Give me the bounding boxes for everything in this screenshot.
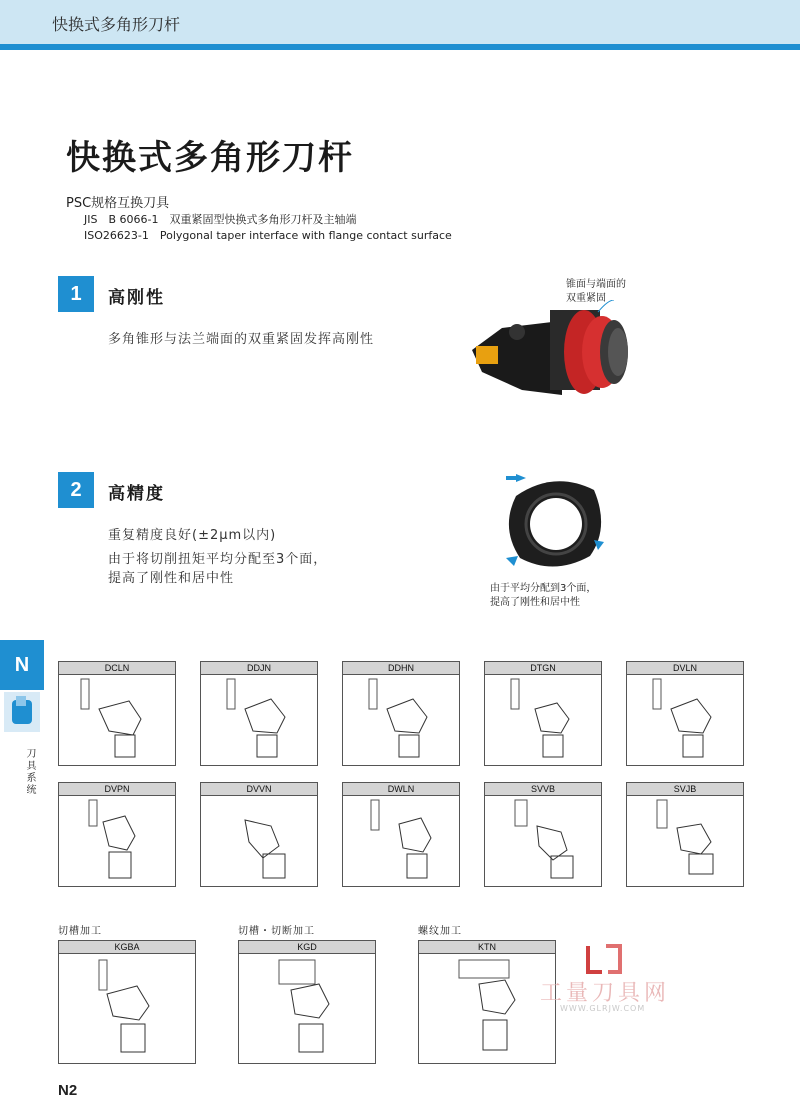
group-label-grooving-cutoff: 切槽・切断加工 [238,926,315,937]
feature-title-1: 高刚性 [108,288,165,308]
feature-desc-2-line-1: 重复精度良好(±2μm以内) [108,528,277,543]
section-title: 快换式多角形刀杆 [52,15,181,34]
standard-iso: ISO26623-1 Polygonal taper interface with flange contact surface [84,229,452,242]
holder-card-svvb[interactable] [484,782,602,887]
standard-jis: JIS B 6066-1 双重紧固型快换式多角形刀杆及主轴端 [84,213,357,226]
holder-drawing [485,675,601,765]
watermark-brand: 工量刀具网 [540,981,671,1006]
feature-desc-2-line-2: 由于将切削扭矩平均分配至3个面， [108,552,328,567]
holder-drawing [343,675,459,765]
group-label-threading: 螺纹加工 [418,926,462,937]
watermark-url: WWW.GLRJW.COM [560,1004,646,1013]
holder-code: DVPN [59,783,175,796]
header-bar [0,0,800,50]
holder-card-dvln[interactable] [626,661,744,766]
feature-desc-2-line-3: 提高了刚性和居中性 [108,571,235,586]
holder-code: DVLN [627,662,743,675]
holder-code: DTGN [485,662,601,675]
holder-drawing [343,796,459,886]
feature-callout-1: 锥面与端面的 双重紧固 [566,279,626,304]
feature-number-1: 1 [58,276,94,312]
holder-drawing [59,796,175,886]
holder-drawing [201,675,317,765]
feature-desc-1: 多角锥形与法兰端面的双重紧固发挥高刚性 [108,332,375,347]
feature-title-2: 高精度 [108,484,165,504]
holder-card-dcln[interactable] [58,661,176,766]
holder-card-dvvn[interactable] [200,782,318,887]
holder-card-dtgn[interactable] [484,661,602,766]
holder-code: SVVB [485,783,601,796]
holder-card-kgd[interactable] [238,940,376,1064]
holder-drawing [627,796,743,886]
holder-drawing [239,954,375,1062]
holder-card-ddhn[interactable] [342,661,460,766]
holder-code: DDJN [201,662,317,675]
holder-code: KTN [419,941,555,954]
holder-code: DDHN [343,662,459,675]
subtitle: PSC规格互换刀具 [66,196,170,211]
holder-drawing [201,796,317,886]
holder-card-svjb[interactable] [626,782,744,887]
holder-illustration [462,300,642,410]
page-number: N2 [58,1082,78,1099]
feature-callout-2: 由于平均分配到3个面， 提高了刚性和居中性 [490,583,597,608]
holder-code: KGD [239,941,375,954]
holder-code: SVJB [627,783,743,796]
holder-card-ddjn[interactable] [200,661,318,766]
holder-code: DWLN [343,783,459,796]
section-tab-n[interactable]: N [0,640,44,690]
holder-drawing [627,675,743,765]
holder-card-kgba[interactable] [58,940,196,1064]
holder-drawing [419,954,555,1062]
holder-card-dwln[interactable] [342,782,460,887]
holder-card-dvpn[interactable] [58,782,176,887]
holder-drawing [59,675,175,765]
tool-system-icon [4,692,40,732]
side-label: 刀具系统 [24,748,35,796]
holder-card-ktn[interactable] [418,940,556,1064]
holder-code: DVVN [201,783,317,796]
holder-code: DCLN [59,662,175,675]
group-label-grooving: 切槽加工 [58,926,102,937]
page-title: 快换式多角形刀杆 [66,138,354,178]
holder-drawing [59,954,195,1062]
header-accent-line [0,44,800,50]
feature-number-2: 2 [58,472,94,508]
polygon-taper-illustration [494,468,614,580]
holder-code: KGBA [59,941,195,954]
watermark-logo-icon [584,942,624,976]
holder-drawing [485,796,601,886]
